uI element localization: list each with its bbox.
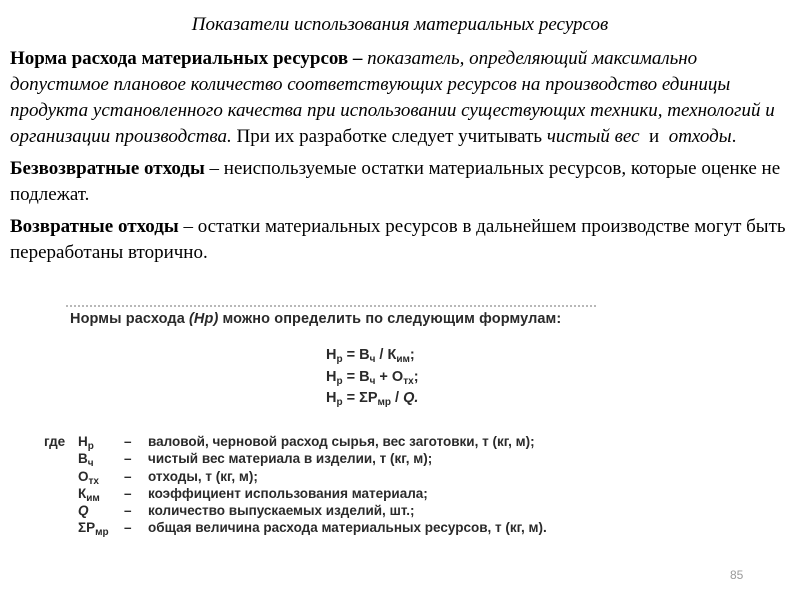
f1-rest: / К	[375, 347, 397, 363]
f2-lhs: Н	[326, 368, 337, 385]
f2-lhs-sub: р	[336, 375, 343, 387]
formula-3	[326, 388, 419, 410]
f3-rest: /	[391, 390, 404, 406]
legend-symbol	[78, 468, 124, 485]
paragraph-irreversible	[10, 156, 790, 208]
f2-end: ;	[413, 368, 419, 385]
legend-desc: отходы, т (кг, м);	[148, 468, 258, 484]
f3-b-sub: мр	[377, 397, 392, 408]
term-returnable: Возвратные отходы	[10, 216, 179, 237]
legend-symbol-sub: мр	[95, 527, 109, 539]
legend-lead-spacer	[44, 468, 78, 485]
legend-row	[44, 468, 547, 485]
legend-symbol	[78, 450, 124, 470]
intro-post: можно определить по следующим формулам:	[218, 311, 562, 327]
legend-symbol-sub: тх	[88, 475, 99, 487]
term-norm: Норма расхода материальных ресурсов –	[10, 48, 368, 69]
legend-lead-spacer	[44, 450, 78, 467]
legend-dash: –	[124, 520, 132, 536]
formula-intro	[70, 311, 561, 327]
f1-b-sub: ч	[369, 354, 376, 365]
legend-symbol-main: К	[78, 485, 87, 501]
f3-end: Q.	[403, 390, 419, 406]
legend-dash: –	[124, 434, 132, 449]
formula-2	[326, 367, 419, 389]
legend-desc: общая величина расхода материальных ресурсов, т (кг, м).	[148, 520, 547, 536]
formula-block	[326, 345, 419, 410]
formula-1	[326, 345, 419, 367]
term-irreversible: Безвозвратные отходы	[10, 158, 205, 179]
paragraph-norm	[10, 46, 790, 150]
legend-symbol-main: ΣР	[78, 520, 96, 536]
f1-c-sub: им	[396, 354, 410, 365]
legend-symbol-main: Н	[78, 434, 88, 449]
and-word: и	[639, 126, 669, 147]
norm-tail: При их разработке следует учитывать	[231, 126, 547, 147]
irreversible-text: – неиспользуемые остатки материальных ресурсов, которые оценке не подлежат.	[10, 158, 781, 205]
legend-desc: коэффициент использования материала;	[148, 485, 428, 501]
legend-lead-spacer	[44, 519, 78, 536]
f1-lhs-sub: р	[336, 354, 343, 365]
f3-lhs-sub: р	[336, 397, 343, 408]
legend-row	[44, 502, 547, 519]
legend-dash: –	[124, 503, 132, 519]
f3-lhs: Н	[326, 390, 337, 406]
legend-dash: –	[124, 451, 132, 467]
intro-italic: (Нр)	[189, 311, 219, 327]
legend-symbol	[78, 485, 124, 502]
net-weight-term: чистый вес	[546, 126, 640, 147]
legend-symbol	[78, 519, 124, 539]
legend-lead: где	[44, 434, 66, 449]
slide-title: Показатели использования материальных ресурсов	[191, 14, 609, 35]
legend-symbol-main: Q	[78, 503, 89, 519]
f1-op: = В	[342, 347, 370, 363]
page-number: 85	[730, 568, 744, 582]
legend-dash: –	[124, 485, 132, 501]
legend-symbol-sub: ч	[87, 458, 94, 470]
legend-symbol	[78, 433, 124, 450]
legend-row	[44, 519, 547, 539]
legend-desc: валовой, черновой расход сырья, вес заготовки, т (кг, м);	[148, 434, 535, 449]
legend-desc: чистый вес материала в изделии, т (кг, м);	[148, 451, 433, 467]
paragraph-returnable	[10, 214, 790, 266]
norm-definition: показатель, определяющий максимально допустимое плановое количество соответствующих ресурсов на производство единицы продукта установленного качества при использовании существующих техники, технологий и организации производства.	[10, 48, 775, 147]
waste-term: отходы	[668, 126, 732, 147]
f2-b-sub: ч	[369, 375, 376, 387]
legend-desc: количество выпускаемых изделий, шт.;	[148, 503, 415, 519]
legend-lead-spacer	[44, 485, 78, 502]
legend-row	[44, 485, 547, 502]
f3-op: = ΣР	[342, 390, 378, 406]
legend-block	[44, 433, 547, 537]
legend-row	[44, 433, 547, 450]
intro-pre: Нормы расхода	[70, 311, 189, 327]
legend-row	[44, 450, 547, 470]
legend-symbol-main: В	[78, 451, 88, 467]
f1-end: ;	[409, 347, 415, 363]
legend-lead-spacer	[44, 502, 78, 519]
scanned-formula-image	[44, 305, 604, 545]
legend-symbol-sub: р	[87, 441, 94, 452]
returnable-text: – остатки материальных ресурсов в дальнейшем производстве могут быть переработаны вторично.	[10, 216, 786, 263]
f1-lhs: Н	[326, 347, 337, 363]
legend-dash: –	[124, 468, 132, 484]
norm-end: .	[731, 126, 737, 147]
legend-symbol-main: О	[78, 468, 89, 484]
legend-symbol-sub: им	[86, 492, 100, 504]
scan-edge-line	[66, 305, 596, 307]
f2-op: = В	[342, 368, 370, 385]
f2-rest: + О	[375, 368, 404, 385]
legend-symbol	[78, 502, 124, 519]
slide-body	[10, 46, 790, 272]
f2-c-sub: тх	[403, 375, 414, 387]
